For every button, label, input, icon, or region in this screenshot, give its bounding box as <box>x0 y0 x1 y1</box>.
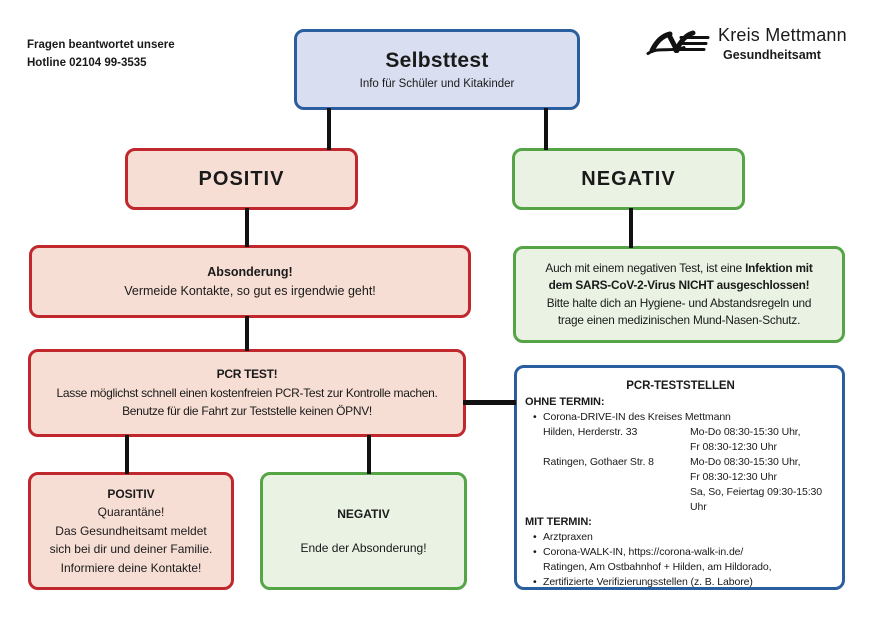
hours-line: Fr 08:30-12:30 Uhr <box>690 441 777 453</box>
location-place: Ratingen, Gothaer Str. 8 <box>543 456 654 468</box>
logo-text <box>718 26 847 62</box>
location-hours <box>690 425 836 455</box>
list-item-arztpraxen <box>533 530 836 545</box>
connector-absonderung-pcr <box>245 316 249 351</box>
drive-in-label: Corona-DRIVE-IN des Kreises Mettmann <box>543 411 731 423</box>
hours-line: Mo-Do 08:30-15:30 Uhr, <box>690 456 801 468</box>
header-box-selbsttest <box>294 29 580 110</box>
list-item-drive-in <box>533 410 836 425</box>
hours-line: Mo-Do 08:30-15:30 Uhr, <box>690 426 801 438</box>
kreis-mettmann-logo <box>644 26 847 62</box>
connector-selbsttest-negativ <box>544 108 548 150</box>
bullet-icon: • <box>533 531 537 543</box>
result-positiv-line4: Informiere deine Kontakte! <box>60 560 202 575</box>
result-positiv-line1: Quarantäne! <box>97 505 165 520</box>
connector-pcr-result-negativ <box>367 435 371 474</box>
location-row-hilden <box>543 425 836 455</box>
pcr-test-box <box>28 349 466 437</box>
result-negativ-box <box>260 472 467 590</box>
logo-dept-name: Gesundheitsamt <box>723 48 821 62</box>
pcr-test-title: PCR TEST! <box>216 367 278 382</box>
absonderung-title: Absonderung! <box>207 264 293 279</box>
result-negativ-body: Ende der Absonderung! <box>300 541 427 555</box>
bullet-icon: • <box>533 546 537 558</box>
mit-termin-heading: MIT TERMIN: <box>525 516 592 528</box>
bullet-icon: • <box>533 411 537 423</box>
negative-info-line2 <box>549 277 810 295</box>
bullet-icon: • <box>533 576 537 588</box>
absonderung-body: Vermeide Kontakte, so gut es irgendwie geht! <box>124 283 376 298</box>
branch-positiv-label: POSITIV <box>198 167 285 190</box>
pcr-teststellen-box <box>514 365 845 590</box>
negative-info-line3: Bitte halte dich an Hygiene- und Abstandsregeln und <box>546 295 812 310</box>
result-positiv-box <box>28 472 234 590</box>
pcr-test-line1: Lasse möglichst schnell einen kostenfreien PCR-Test zur Kontrolle machen. <box>56 385 438 400</box>
negative-info-line2-bold: dem SARS-CoV-2-Virus NICHT ausgeschlossen! <box>548 278 810 292</box>
page-title: Selbsttest <box>385 49 489 72</box>
ohne-termin-heading: OHNE TERMIN: <box>525 396 605 408</box>
negative-info-line4: trage einen medizinischen Mund-Nasen-Schutz. <box>557 313 801 327</box>
connector-negativ-info <box>629 208 633 248</box>
result-positiv-line3: sich bei dir und deiner Familie. <box>49 542 213 557</box>
location-hours <box>690 455 836 515</box>
branch-negativ-label: NEGATIV <box>581 167 676 190</box>
mit-item-label: Arztpraxen <box>543 531 593 543</box>
hotline-note <box>27 36 175 72</box>
hotline-line2: Hotline 02104 99-3535 <box>27 57 147 69</box>
result-negativ-title: NEGATIV <box>337 506 390 521</box>
pcr-teststellen-content <box>517 368 842 590</box>
location-place: Hilden, Herderstr. 33 <box>543 426 638 438</box>
pcr-test-line2: Benutze für die Fahrt zur Teststelle keinen ÖPNV! <box>122 404 372 419</box>
pcr-teststellen-title: PCR-TESTSTELLEN <box>626 380 735 392</box>
hours-line: Sa, So, Feiertag 09:30-15:30 Uhr <box>690 486 823 513</box>
connector-pcr-teststellen <box>463 400 516 405</box>
connector-selbsttest-positiv <box>327 108 331 150</box>
kreis-mettmann-logo-icon <box>644 26 710 62</box>
result-positiv-title: POSITIV <box>107 486 155 501</box>
page-subtitle: Info für Schüler und Kitakinder <box>359 78 515 90</box>
absonderung-box <box>29 245 471 318</box>
hours-line: Fr 08:30-12:30 Uhr <box>690 471 777 483</box>
connector-positiv-absonderung <box>245 208 249 247</box>
branch-box-positiv <box>125 148 358 210</box>
logo-org-name: Kreis Mettmann <box>718 25 847 45</box>
branch-box-negativ <box>512 148 745 210</box>
negative-info-line1 <box>545 260 812 278</box>
location-row-ratingen <box>543 455 836 515</box>
negative-info-box <box>513 246 845 343</box>
negative-info-line1-bold: Infektion mit <box>745 260 813 275</box>
result-positiv-line2: Das Gesundheitsamt meldet <box>55 523 207 538</box>
list-item-walk-in <box>533 545 836 560</box>
list-item-verifizierungsstellen <box>533 575 836 590</box>
walk-in-continuation: Ratingen, Am Ostbahnhof + Hilden, am Hildorado, <box>543 561 772 573</box>
hotline-line1: Fragen beantwortet unsere <box>27 39 175 51</box>
mit-item-label: Corona-WALK-IN, https://corona-walk-in.de/ <box>543 546 744 558</box>
connector-pcr-result-positiv <box>125 435 129 474</box>
negative-info-line1-regular: Auch mit einem negativen Test, ist eine <box>545 260 746 275</box>
mit-item-label: Zertifizierte Verifizierungsstellen (z. B. Labore) <box>543 576 753 588</box>
